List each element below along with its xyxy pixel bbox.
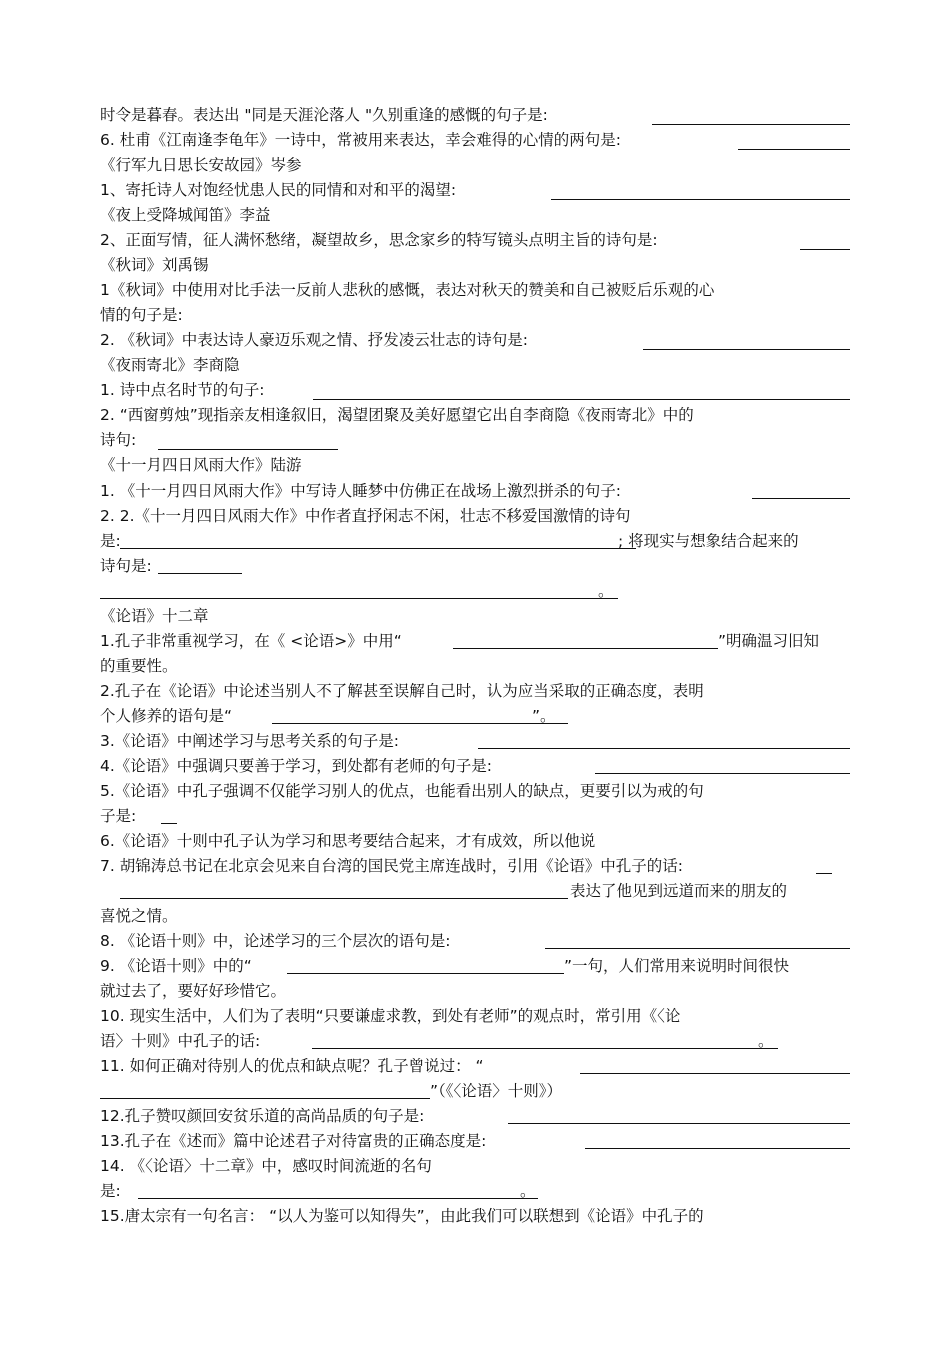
- answer-blank[interactable]: [508, 1123, 850, 1124]
- answer-blank[interactable]: [585, 1148, 850, 1149]
- text-line: 13.孔子在《述而》篇中论述君子对待富贵的正确态度是:: [100, 1132, 487, 1150]
- text-line: 9. 《论语十则》中的“: [100, 957, 252, 975]
- text-line: 。: [520, 1182, 536, 1200]
- answer-blank[interactable]: [312, 1048, 778, 1049]
- answer-blank[interactable]: [545, 948, 850, 949]
- answer-blank[interactable]: [800, 249, 850, 250]
- answer-blank[interactable]: [287, 973, 564, 974]
- answer-blank[interactable]: [120, 548, 636, 549]
- answer-blank[interactable]: [652, 124, 850, 125]
- text-line: 6.《论语》十则中孔子认为学习和思考要结合起来，才有成效，所以他说: [100, 832, 596, 850]
- answer-blank[interactable]: [595, 773, 850, 774]
- text-line: 的重要性。: [100, 657, 178, 675]
- poem-title: 《夜上受降城闻笛》李益: [100, 206, 271, 224]
- text-line: 4.《论语》中强调只要善于学习，到处都有老师的句子是:: [100, 757, 493, 775]
- text-line: 2. “西窗剪烛”现指亲友相逢叙旧，渴望团聚及美好愿望它出自李商隐《夜雨寄北》中的: [100, 406, 694, 424]
- answer-blank[interactable]: [138, 1198, 538, 1199]
- answer-blank[interactable]: [158, 449, 338, 450]
- answer-blank[interactable]: [272, 723, 568, 724]
- text-line: 就过去了，要好好珍惜它。: [100, 982, 287, 1000]
- text-line: 11. 如何正确对待别人的优点和缺点呢？孔子曾说过： “: [100, 1057, 484, 1075]
- text-line: 1《秋词》中使用对比手法一反前人悲秋的感慨，表达对秋天的赞美和自己被贬后乐观的心: [100, 281, 715, 299]
- text-line: 。: [758, 1032, 774, 1050]
- text-line: 时令是暮春。表达出 "同是天涯沦落人 "久别重逢的感慨的句子是:: [100, 106, 548, 124]
- answer-blank[interactable]: [313, 399, 850, 400]
- text-line: 2.孔子在《论语》中论述当别人不了解甚至误解自己时，认为应当采取的正确态度，表明: [100, 682, 704, 700]
- text-line: 5.《论语》中孔子强调不仅能学习别人的优点，也能看出别人的缺点，更要引以为戒的句: [100, 782, 704, 800]
- answer-blank[interactable]: [752, 498, 850, 499]
- text-line: 8. 《论语十则》中，论述学习的三个层次的语句是:: [100, 932, 451, 950]
- text-line: 情的句子是:: [100, 306, 183, 324]
- text-line: 3.《论语》中阐述学习与思考关系的句子是:: [100, 732, 400, 750]
- text-line: 喜悦之情。: [100, 907, 178, 925]
- text-line: 2. 《秋词》中表达诗人豪迈乐观之情、抒发凌云壮志的诗句是:: [100, 331, 528, 349]
- text-line: ; 将现实与想象结合起来的: [618, 532, 799, 550]
- poem-title: 《行军九日思长安故园》岑参: [100, 156, 302, 174]
- answer-blank[interactable]: [158, 573, 242, 574]
- text-line: 是:: [100, 532, 121, 550]
- text-line: 7. 胡锦涛总书记在北京会见来自台湾的国民党主席连战时，引用《论语》中孔子的话:: [100, 857, 683, 875]
- text-line: ”明确温习旧知: [718, 632, 820, 650]
- text-line: 。: [598, 582, 614, 600]
- answer-blank[interactable]: [738, 149, 850, 150]
- answer-blank[interactable]: [100, 598, 618, 599]
- poem-title: 《十一月四日风雨大作》陆游: [100, 456, 302, 474]
- answer-blank[interactable]: [551, 199, 850, 200]
- text-line: 诗句是:: [100, 557, 152, 575]
- answer-blank[interactable]: [100, 1098, 430, 1099]
- text-line: 2、正面写情，征人满怀愁绪，凝望故乡，思念家乡的特写镜头点明主旨的诗句是:: [100, 231, 658, 249]
- poem-title: 《秋词》刘禹锡: [100, 256, 209, 274]
- text-line: 1、寄托诗人对饱经忧患人民的同情和对和平的渴望:: [100, 181, 457, 199]
- text-line: 1. 诗中点名时节的句子:: [100, 381, 265, 399]
- text-line: 15.唐太宗有一句名言： “以人为鉴可以知得失”，由此我们可以联想到《论语》中孔子的: [100, 1207, 704, 1225]
- text-line: ”一句，人们常用来说明时间很快: [564, 957, 790, 975]
- text-line: 子是:: [100, 807, 137, 825]
- answer-blank[interactable]: [580, 1073, 850, 1074]
- poem-title: 《夜雨寄北》李商隐: [100, 356, 240, 374]
- answer-blank[interactable]: [643, 349, 850, 350]
- answer-blank[interactable]: [120, 898, 568, 899]
- text-line: ”。: [532, 707, 556, 725]
- section-title: 《论语》十二章: [100, 607, 209, 625]
- text-line: 2. 2.《十一月四日风雨大作》中作者直抒闲志不闲，壮志不移爱国激情的诗句: [100, 507, 631, 525]
- text-line: 14. 《〈论语〉十二章》中，感叹时间流逝的名句: [100, 1157, 432, 1175]
- text-line: 1.孔子非常重视学习，在《 <论语>》中用“: [100, 632, 402, 650]
- text-line: 语〉十则》中孔子的话:: [100, 1032, 261, 1050]
- text-line: 10. 现实生活中，人们为了表明“只要谦虚求教，到处有老师”的观点时，常引用《〈论: [100, 1007, 681, 1025]
- answer-blank[interactable]: [816, 873, 832, 874]
- text-line: 6. 杜甫《江南逢李龟年》一诗中，常被用来表达，幸会难得的心情的两句是:: [100, 131, 621, 149]
- text-line: 个人修养的语句是“: [100, 707, 233, 725]
- answer-blank[interactable]: [161, 823, 177, 824]
- text-line: 是:: [100, 1182, 121, 1200]
- answer-blank[interactable]: [453, 648, 718, 649]
- text-line: 表达了他见到远道而来的朋友的: [570, 882, 788, 900]
- text-line: 1. 《十一月四日风雨大作》中写诗人睡梦中仿佛正在战场上激烈拼杀的句子:: [100, 482, 621, 500]
- text-line: ”（《〈论语〉十则》）: [430, 1082, 563, 1100]
- answer-blank[interactable]: [478, 748, 850, 749]
- text-line: 诗句:: [100, 431, 137, 449]
- text-line: 12.孔子赞叹颜回安贫乐道的高尚品质的句子是:: [100, 1107, 425, 1125]
